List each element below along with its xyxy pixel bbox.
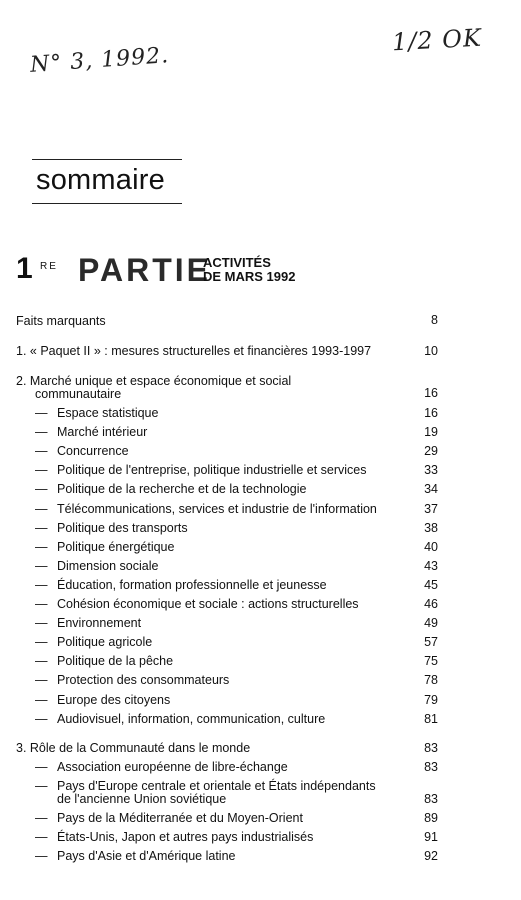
item-label: Politique énergétique	[57, 540, 175, 554]
item-label: Dimension sociale	[57, 559, 159, 573]
item-dash: —	[35, 425, 48, 439]
item-page: 78	[424, 673, 438, 687]
item-dash: —	[35, 597, 48, 611]
item-page: 57	[424, 635, 438, 649]
item-label: Politique des transports	[57, 521, 188, 535]
item-label: Politique de l'entreprise, politique industrielle et services	[57, 463, 367, 477]
item-page: 33	[424, 463, 438, 477]
item-label-cont: de l'ancienne Union soviétique	[57, 792, 227, 806]
item-page: 83	[424, 760, 438, 774]
part-subtitle-line1: ACTIVITÉS	[203, 255, 271, 270]
item-dash: —	[35, 849, 48, 863]
item-dash: —	[35, 811, 48, 825]
item-page: 19	[424, 425, 438, 439]
item-dash: —	[35, 760, 48, 774]
part-subtitle	[203, 256, 295, 284]
toc-section2-label: 2. Marché unique et espace économique et social	[16, 374, 292, 388]
item-page: 37	[424, 502, 438, 516]
item-label: Audiovisuel, information, communication, culture	[57, 712, 326, 726]
item-dash: —	[35, 673, 48, 687]
part-subtitle-line2: DE MARS 1992	[203, 269, 296, 284]
page-title: sommaire	[36, 164, 165, 196]
item-label: Espace statistique	[57, 406, 159, 420]
item-page: 46	[424, 597, 438, 611]
item-label: Télécommunications, services et industrie de l'information	[57, 502, 377, 516]
item-page: 92	[424, 849, 438, 863]
item-label: États-Unis, Japon et autres pays industrialisés	[57, 830, 314, 844]
item-page: 45	[424, 578, 438, 592]
item-label: Éducation, formation professionnelle et jeunesse	[57, 578, 327, 592]
item-dash: —	[35, 712, 48, 726]
item-label: Pays d'Asie et d'Amérique latine	[57, 849, 236, 863]
item-label: Politique de la pêche	[57, 654, 174, 668]
toc-section2-label-cont: communautaire	[35, 387, 122, 401]
item-label: Pays de la Méditerranée et du Moyen-Orient	[57, 811, 303, 825]
item-page: 49	[424, 616, 438, 630]
handwritten-ok-note: 1/2 OK	[391, 23, 483, 57]
title-rule-bottom	[32, 203, 182, 204]
toc-faits-page: 8	[431, 313, 438, 327]
item-dash: —	[35, 578, 48, 592]
item-dash: —	[35, 693, 48, 707]
item-dash: —	[35, 559, 48, 573]
part-number-suffix: RE	[40, 261, 58, 272]
title-rule-top	[32, 159, 182, 160]
toc-faits-label: Faits marquants	[16, 314, 106, 328]
item-label: Protection des consommateurs	[57, 673, 230, 687]
item-label: Environnement	[57, 616, 142, 630]
item-label: Europe des citoyens	[57, 693, 171, 707]
item-dash: —	[35, 482, 48, 496]
item-dash: —	[35, 502, 48, 516]
item-label: Pays d'Europe centrale et orientale et États indépendants	[57, 779, 376, 793]
item-page: 34	[424, 482, 438, 496]
item-page: 89	[424, 811, 438, 825]
item-dash: —	[35, 540, 48, 554]
part-number: 1	[16, 252, 33, 285]
item-label: Politique de la recherche et de la technologie	[57, 482, 307, 496]
item-page: 81	[424, 712, 438, 726]
item-dash: —	[35, 616, 48, 630]
toc-section2-page: 16	[424, 386, 438, 400]
item-page: 91	[424, 830, 438, 844]
item-page: 43	[424, 559, 438, 573]
item-label: Cohésion économique et sociale : actions structurelles	[57, 597, 359, 611]
item-page: 16	[424, 406, 438, 420]
toc-section3-label: 3. Rôle de la Communauté dans le monde	[16, 741, 251, 755]
item-dash: —	[35, 406, 48, 420]
item-dash: —	[35, 444, 48, 458]
item-label: Concurrence	[57, 444, 129, 458]
item-label: Politique agricole	[57, 635, 153, 649]
item-page: 29	[424, 444, 438, 458]
item-page: 75	[424, 654, 438, 668]
item-dash: —	[35, 521, 48, 535]
part-word: PARTIE	[78, 252, 211, 288]
toc-section1-page: 10	[424, 344, 438, 358]
item-label: Marché intérieur	[57, 425, 148, 439]
item-label: Association européenne de libre-échange	[57, 760, 288, 774]
item-dash: —	[35, 779, 48, 793]
item-page: 79	[424, 693, 438, 707]
toc-section1-label: 1. « Paquet II » : mesures structurelles et financières 1993-1997	[16, 344, 372, 358]
toc-section3-page: 83	[424, 741, 438, 755]
item-dash: —	[35, 830, 48, 844]
item-dash: —	[35, 654, 48, 668]
handwritten-issue-note: N° 3, 1992.	[29, 43, 170, 78]
item-page: 38	[424, 521, 438, 535]
item-page: 40	[424, 540, 438, 554]
item-dash: —	[35, 463, 48, 477]
item-dash: —	[35, 635, 48, 649]
item-page: 83	[424, 792, 438, 806]
